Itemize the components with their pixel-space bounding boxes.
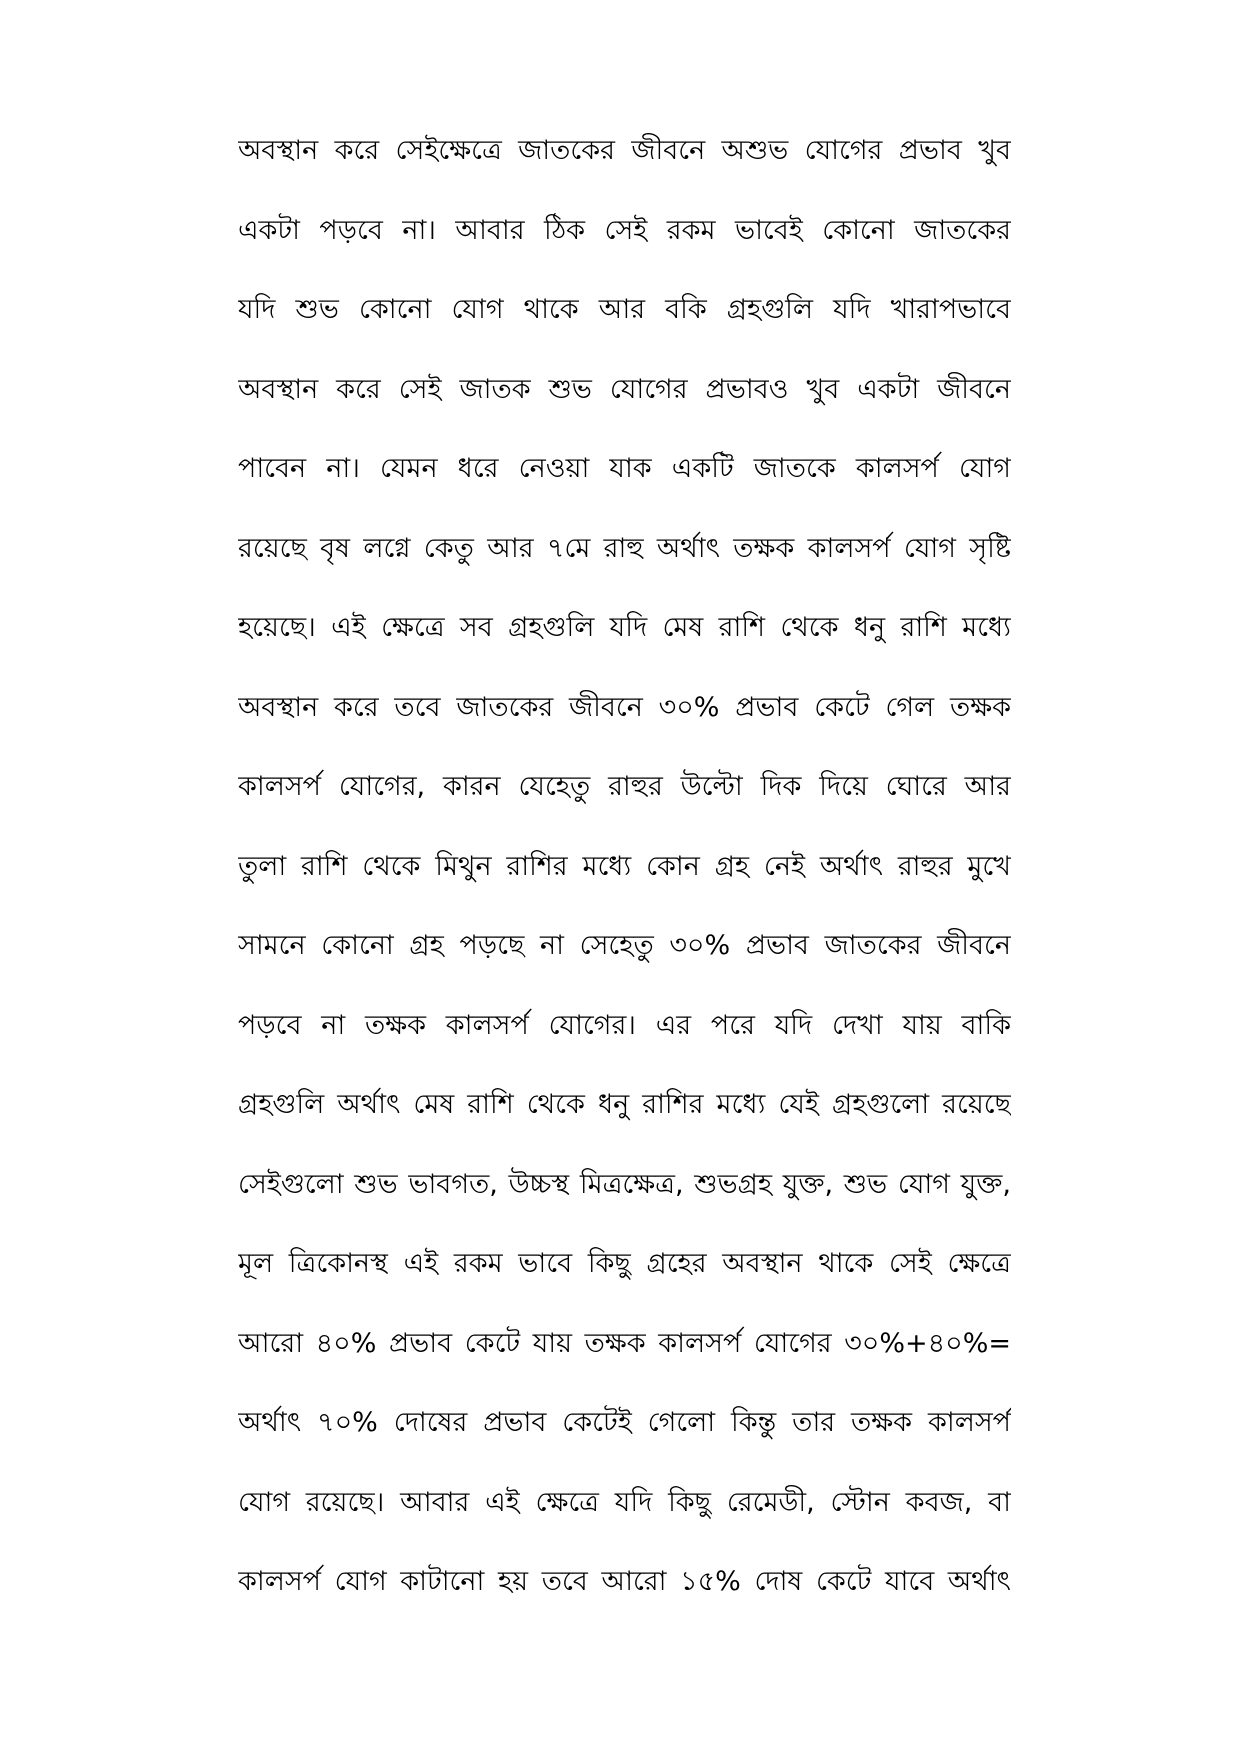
text-line: কালসর্প যোগ কাটানো হয় তবে আরো ১৫% দোষ কেটে যাবে অর্থাৎ <box>238 1566 1011 1597</box>
text-line: অবস্থান করে সেইক্ষেত্রে জাতকের জীবনে অশুভ যোগের প্রভাব খুব <box>238 135 1011 166</box>
text-line: অবস্থান করে তবে জাতকের জীবনে ৩০% প্রভাব কেটে গেল তক্ষক <box>238 691 1011 723</box>
text-line: মূল ত্রিকোনস্থ এই রকম ভাবে কিছু গ্রহের অবস্থান থাকে সেই ক্ষেত্রে <box>238 1248 1011 1279</box>
text-line: একটা পড়বে না। আবার ঠিক সেই রকম ভাবেই কোনো জাতকের <box>238 214 1011 246</box>
text-line: আরো ৪০% প্রভাব কেটে যায় তক্ষক কালসর্প যোগের ৩০%+৪০%= <box>238 1327 1011 1359</box>
text-line: যদি শুভ কোনো যোগ থাকে আর বকি গ্রহগুলি যদি খারাপভাবে <box>238 294 1011 325</box>
text-line: রয়েছে বৃষ লগ্নে কেতু আর ৭মে রাহু অর্থাৎ তক্ষক কালসর্প যোগ সৃষ্টি <box>238 532 1011 564</box>
text-line: অর্থাৎ ৭০% দোষের প্রভাব কেটেই গেলো কিন্তু তার তক্ষক কালসর্প <box>238 1407 1011 1438</box>
text-line: পাবেন না। যেমন ধরে নেওয়া যাক একটি জাতকে কালসর্প যোগ <box>238 453 1011 484</box>
text-line: গ্রহগুলি অর্থাৎ মেষ রাশি থেকে ধনু রাশির মধ্যে যেই গ্রহগুলো রয়েছে <box>238 1089 1011 1120</box>
text-line: অবস্থান করে সেই জাতক শুভ যোগের প্রভাবও খুব একটা জীবনে <box>238 373 1011 405</box>
text-line: সেইগুলো শুভ ভাবগত, উচ্চস্থ মিত্রক্ষেত্র, শুভগ্রহ যুক্ত, শুভ যোগ যুক্ত, <box>238 1168 1011 1200</box>
text-line: সামনে কোনো গ্রহ পড়ছে না সেহেতু ৩০% প্রভাব জাতকের জীবনে <box>238 930 1011 961</box>
body-text <box>238 125 1011 1636</box>
text-line: পড়বে না তক্ষক কালসর্প যোগের। এর পরে যদি দেখা যায় বাকি <box>238 1009 1011 1041</box>
text-line: হয়েছে। এই ক্ষেত্রে সব গ্রহগুলি যদি মেষ রাশি থেকে ধনু রাশি মধ্যে <box>238 612 1011 643</box>
text-line: কালসর্প যোগের, কারন যেহেতু রাহুর উল্টো দিক দিয়ে ঘোরে আর <box>238 771 1011 802</box>
text-line: তুলা রাশি থেকে মিথুন রাশির মধ্যে কোন গ্রহ নেই অর্থাৎ রাহুর মুখে <box>238 850 1011 882</box>
text-line: যোগ রয়েছে। আবার এই ক্ষেত্রে যদি কিছু রেমেডী, স্টোন কবজ, বা <box>238 1486 1011 1518</box>
